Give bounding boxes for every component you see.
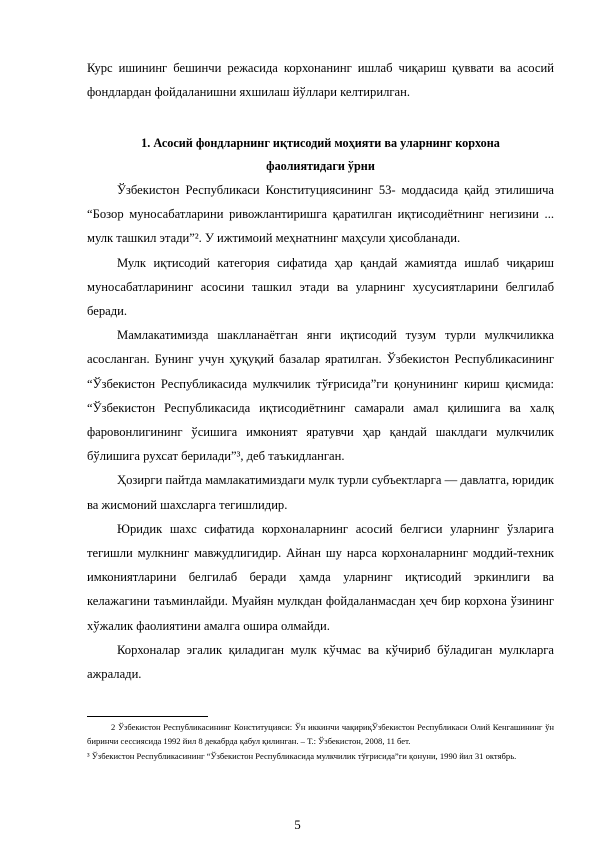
paragraph: Корхоналар эгалик қиладиган мулк кўчмас ва кўчириб бўладиган мулкларга ажралади. — [87, 642, 554, 682]
paragraph: Юридик шахс сифатида корхоналарнинг асосий белгиси уларнинг ўзларига тегишли мулкнинг мавжудлигидир. Айнан шу нарса корхоналарнинг моддий-техник имкониятларини белгилаб беради ҳамда уларнинг иқтисодий эркинлиги ва келажагини таъминлайди. Муайян мулкдан фойдаланмасдан ҳеч бир корхона ўзининг хўжалик фаолиятини амалга ошира олмайди. — [87, 521, 554, 633]
footnotes — [87, 720, 554, 763]
paragraph: Ҳозирги пайтда мамлакатимиздаги мулк турли субъектларга — давлатга, юридик ва жисмоний шахсларга тегишлидир. — [87, 473, 554, 512]
footnote: 2 Ўзбекистон Республикасининг Конституцияси: Ўн иккинчи чақириқЎзбекистон Республикаси Олий Кенгашининг ўн биринчи сессиясида 1992 йил 8 декабрда қабул қилинган. – Т.: Ўзбекистон, 2008, 11 бет. — [87, 722, 554, 747]
paragraph: Ўзбекистон Республикаси Конституциясининг 53- моддасида қайд этилишича “Бозор муносабатларини ривожлантиришга қаратилган иқтисодиётнинг негизини ... мулк ташкил этади”². У ижтимоий меҳнатнинг маҳсули ҳисобланади. — [87, 183, 554, 246]
paragraph: Мамлакатимизда шаклланаётган янги иқтисодий тузум турли мулкчиликка асосланган. Бунинг учун ҳуқуқий базалар яратилган. Ўзбекистон Республикасининг “Ўзбекистон Республикасида мулкчилик тўғрисида”ги қонунининг кириш қисмида: “Ўзбекистон Республикасида иқтисодиётнинг самарали амал қилишига ва халқ фаровонлигининг ўсишига имконият яратувчи ҳар қандай шаклдаги мулкчилик бўлишига рухсат берилади”³, деб таъкидланган. — [87, 328, 554, 464]
footnote: ³ Ўзбекистон Республикасининг “Ўзбекистон Республикасида мулкчилик тўғрисида”ги қонуни, 1990 йил 31 октябрь. — [87, 750, 517, 761]
section-heading — [87, 132, 554, 178]
section-title: 1. Асосий фондларнинг иқтисодий моҳияти ва уларнинг корхона фаолиятидаги ўрни — [141, 136, 500, 173]
intro-paragraph — [87, 56, 554, 104]
body-paragraphs — [87, 178, 554, 686]
paragraph: Мулк иқтисодий категория сифатида ҳар қандай жамиятда ишлаб чиқариш муносабатларининг асосини ташкил этади ва уларнинг хусусиятларини белгилаб беради. — [87, 255, 554, 319]
footnote-divider — [87, 716, 208, 717]
page-number: 5 — [294, 817, 301, 832]
intro-text: Курс ишининг бешинчи режасида корхонанинг ишлаб чиқариш қуввати ва асосий фондлардан фойдаланишни яхшилаш йўллари келтирилган. — [87, 61, 554, 100]
